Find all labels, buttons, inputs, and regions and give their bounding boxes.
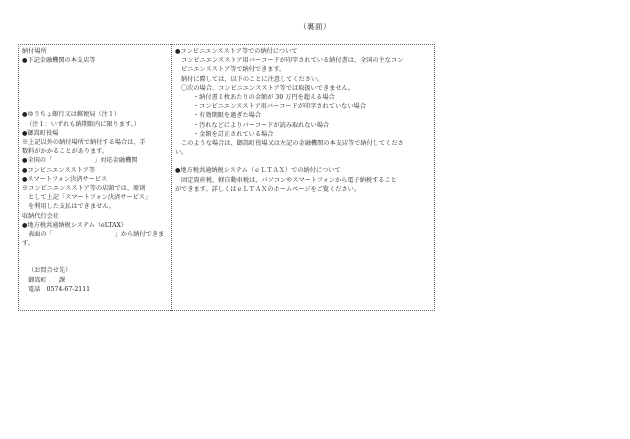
- eltax-payment-text-cont: ができます。詳しくはｅＬＴＡＸのホームページをご覧ください。: [175, 185, 361, 193]
- collection-agent-label: 収納代行会社: [22, 212, 60, 220]
- conv-alternative-cont: い。: [175, 149, 188, 157]
- conv-exclusion-item: ・納付書１枚あたりの金額が 30 万円を超える場合: [193, 94, 335, 102]
- eltax-heading: ●地方税共通納税システム（eLTAX）: [22, 221, 128, 229]
- conv-heading: ●コンビニエンスストア等での納付について: [175, 48, 298, 55]
- smartphone-heading: ●スマートフォン決済サービス: [22, 175, 108, 183]
- notes-column: [175, 47, 432, 194]
- bank-heading: ●下記金融機関の本支店等: [22, 57, 96, 65]
- blank-space: [22, 65, 170, 101]
- payment-locations-column: [22, 47, 170, 294]
- contact-dept: 御嵩町 課: [28, 276, 66, 284]
- town-office-note: ※上記以外の納付場所で納付する場合は、手: [22, 139, 146, 147]
- page-title: （裏面）: [299, 22, 331, 31]
- conv-exclusion-item: ・金額を訂正されている場合: [193, 130, 274, 138]
- eltax-front-suffix: 」から納付できま: [114, 231, 165, 239]
- town-office-note-cont: 数料がかかることがあります。: [22, 148, 109, 156]
- contact-heading: （お問合せ先）: [28, 267, 72, 275]
- smartphone-note: ※コンビニエンスストア等の店頭では、原則: [22, 185, 146, 193]
- yucho-heading: ●ゆうちょ銀行又は郵便局（注１）: [22, 111, 121, 119]
- conv-paragraph: コンビニエンスストア用バーコードが印字されている納付書は、全国の主なコン: [181, 57, 404, 65]
- national-bank-line: [22, 156, 170, 165]
- conv-exclusions-heading: 〇次の場合、コンビニエンスストア等では取扱いできません。: [181, 84, 355, 92]
- smartphone-note-cont: として上記「スマートフォン決済サービス」: [28, 194, 152, 202]
- conv-exclusion-item: ・汚れなどによりバーコードが読み取れない場合: [193, 121, 330, 129]
- blank-space: [175, 157, 432, 166]
- eltax-front-cont: す。: [22, 240, 34, 248]
- town-office-heading: ●御嵩町役場: [22, 129, 59, 137]
- eltax-payment-text: 固定資産税、軽自動車税は、パソコンやスマートフォンから電子納税すること: [181, 176, 397, 184]
- payment-location-heading: 納付場所: [22, 48, 47, 55]
- yucho-note: （注１：いずれも納期限内に限ります。）: [26, 120, 140, 128]
- eltax-front-prefix: 表面の「: [28, 231, 53, 239]
- conv-exclusion-item: ・有効期限を過ぎた場合: [193, 112, 262, 120]
- contact-tel: 電話 0574-67-2111: [28, 285, 91, 293]
- national-bank-suffix: 」対応金融機関: [94, 157, 138, 165]
- eltax-front-line: [22, 230, 170, 239]
- column-divider: [171, 44, 172, 311]
- conv-alternative: このような場合は、御嵩町役場又は左記の金融機関の本支店等で納付してくださ: [181, 140, 404, 148]
- convenience-heading: ●コンビニエンスストア等: [22, 166, 96, 174]
- eltax-payment-heading: ●地方税共通納税システム（ｅＬＴＡＸ）での納付について: [175, 167, 341, 175]
- smartphone-note-cont: を利用した支払はできません。: [28, 203, 115, 211]
- blank-space: [22, 101, 170, 110]
- conv-notice: 納付に際しては、以下のことに注意してください。: [181, 75, 324, 83]
- blank-space: [22, 248, 170, 266]
- national-bank-prefix: ●全国の「: [22, 157, 53, 165]
- conv-exclusion-item: ・コンビニエンスストア用バーコードが印字されていない場合: [193, 103, 366, 111]
- conv-paragraph-cont: ビニエンスストア等で納付できます。: [181, 66, 286, 74]
